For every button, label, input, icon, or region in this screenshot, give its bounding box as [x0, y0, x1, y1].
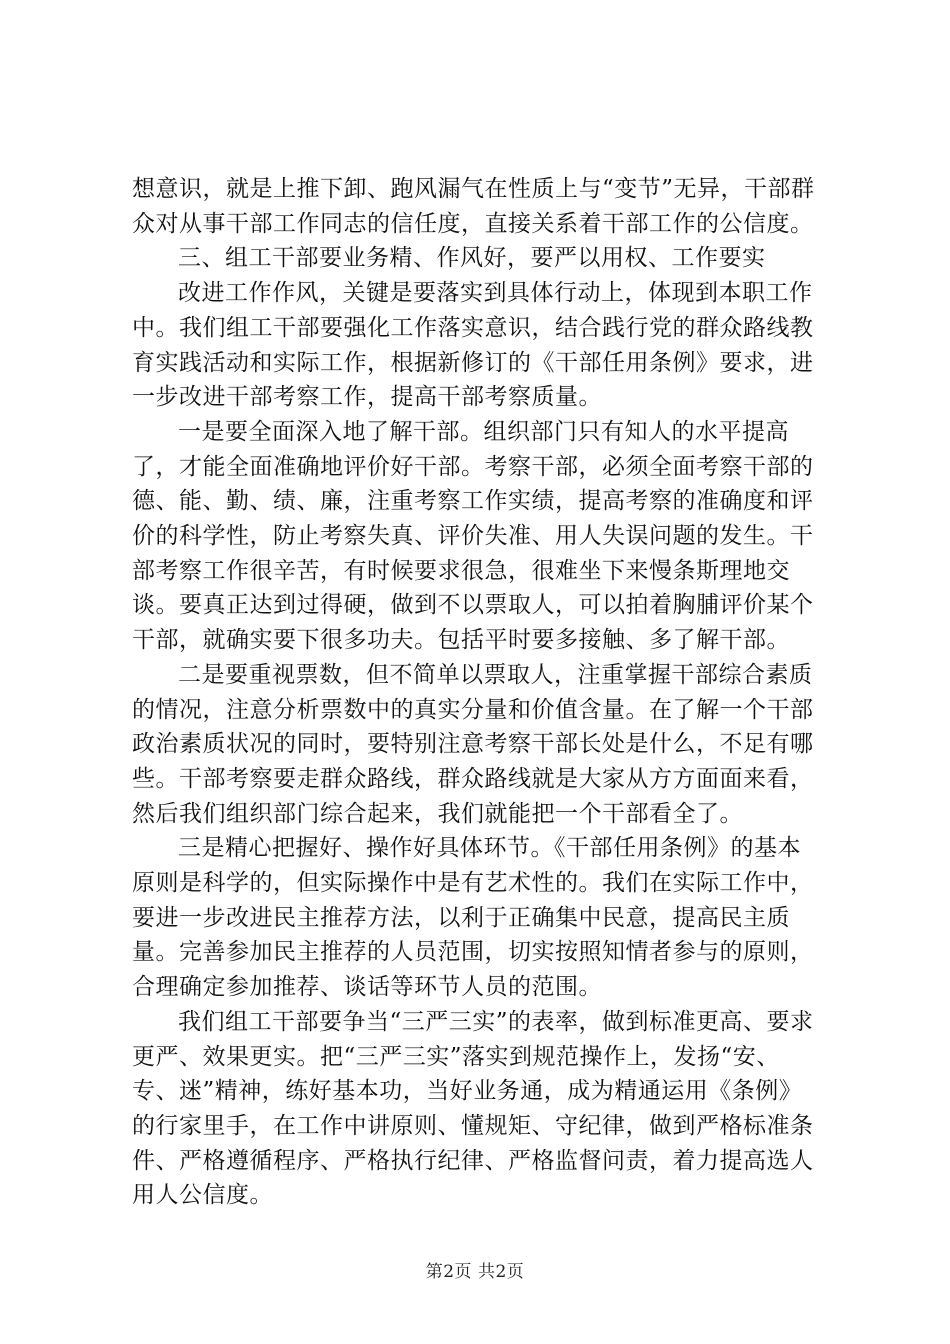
paragraph: 二是要重视票数，但不简单以票取人，注重掌握干部综合素质的情况，注意分析票数中的真实分量和价值含量。在了解一个干部政治素质状况的同时，要特别注意考察干部长处是什么，不足有哪些。干部考察要走群众路线，群众路线就是大家从方方面面来看，然后我们组织部门综合起来，我们就能把一个干部看全了。 — [132, 661, 814, 827]
paragraph: 我们组工干部要争当“三严三实”的表率，做到标准更高、要求更严、效果更实。把“三严三实”落实到规范操作上，发扬“安、专、迷”精神，练好基本功，当好业务通，成为精通运用《条例》的行家里手，在工作中讲原则、懂规矩、守纪律，做到严格标准条件、严格遵循程序、严格执行纪律、严格监督问责，着力提高选人用人公信度。 — [132, 1008, 814, 1209]
paragraph: 改进工作作风，关键是要落实到具体行动上，体现到本职工作中。我们组工干部要强化工作落实意识，结合践行党的群众路线教育实践活动和实际工作，根据新修订的《干部任用条例》要求，进一步改进干部考察工作，提高干部考察质量。 — [132, 280, 814, 411]
paragraph: 三是精心把握好、操作好具体环节。《干部任用条例》的基本原则是科学的，但实际操作中是有艺术性的。我们在实际工作中，要进一步改进民主推荐方法，以利于正确集中民意，提高民主质量。完善参加民主推荐的人员范围，切实按照知情者参与的原则，合理确定参加推荐、谈话等环节人员的范围。 — [132, 835, 814, 1001]
page-number-footer: 第2页 共2页 — [425, 1262, 525, 1282]
document-body — [132, 172, 822, 1213]
paragraph-continuation: 想意识，就是上推下卸、跑风漏气在性质上与“变节”无异，干部群众对从事干部工作同志的信任度，直接关系着干部工作的公信度。 — [132, 176, 815, 237]
paragraph: 一是要全面深入地了解干部。组织部门只有知人的水平提高了，才能全面准确地评价好干部。考察干部，必须全面考察干部的德、能、勤、绩、廉，注重考察工作实绩，提高考察的准确度和评价的科学性，防止考察失真、评价失准、用人失误问题的发生。干部考察工作很辛苦，有时候要求很急，很难坐下来慢条斯理地交谈。要真正达到过得硬，做到不以票取人，可以拍着胸脯评价某个干部，就确实要下很多功夫。包括平时要多接触、多了解干部。 — [132, 418, 814, 654]
section-heading: 三、组工干部要业务精、作风好，要严以用权、工作要实 — [178, 245, 766, 272]
